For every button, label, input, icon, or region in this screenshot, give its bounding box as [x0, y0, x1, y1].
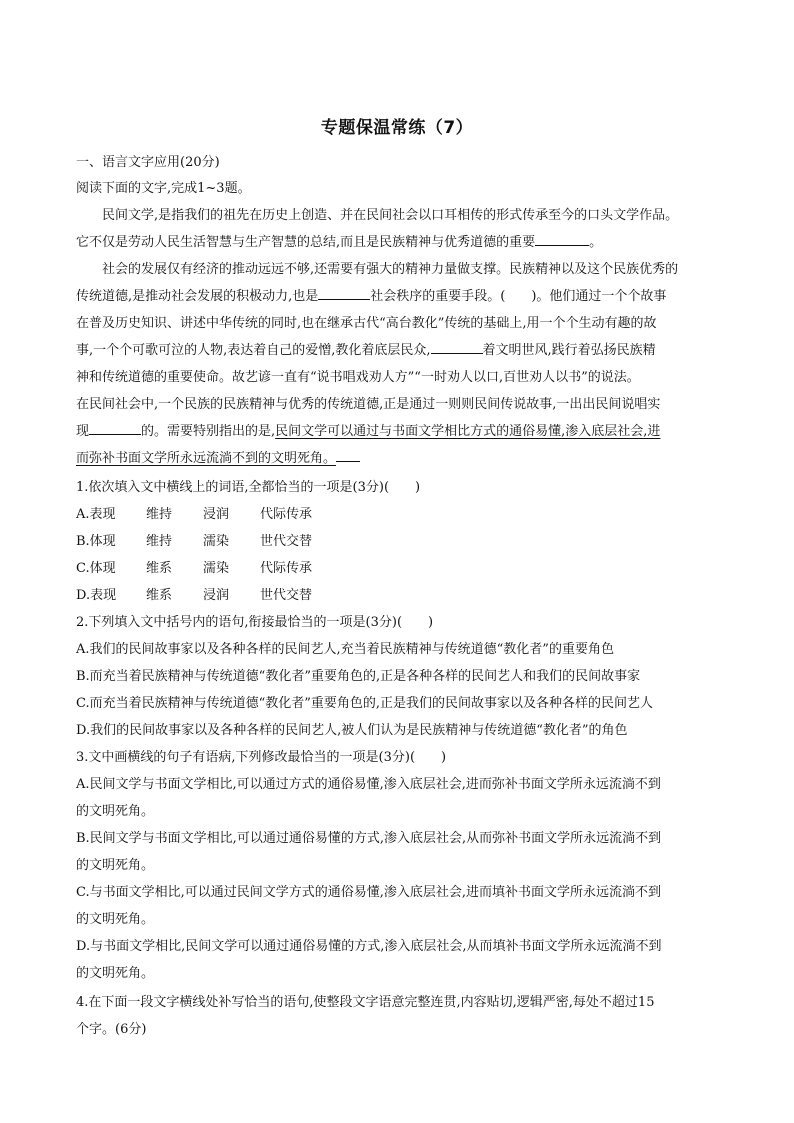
passage-line: 神和传统道德的重要使命。故艺谚一直有“说书唱戏劝人方”“一时劝人以口,百世劝人以书”的说法。: [76, 370, 640, 385]
fill-blank: [431, 343, 483, 354]
question-3-option: B.民间文学与书面文学相比,可以通过通俗易懂的方式,渗入底层社会,从而弥补书面文学所永远流淌不到: [76, 831, 662, 846]
passage-line: 它不仅是劳动人民生活智慧与生产智慧的总结,而且是民族精神与优秀道德的重要 。: [76, 235, 603, 250]
passage-line: 传统道德,是推动社会发展的积极动力,也是 社会秩序的重要手段。( )。他们通过一个个故事: [76, 289, 667, 304]
question-1-option: B.体现 维持 濡染 世代交替: [76, 534, 313, 549]
passage-line: 民间文学,是指我们的祖先在历史上创造、并在民间社会以口耳相传的形式传承至今的口头文学作品。: [102, 208, 679, 223]
question-1-stem: 1.依次填入文中横线上的词语,全都恰当的一项是(3分)( ): [76, 480, 421, 495]
passage-line: 社会的发展仅有经济的推动远远不够,还需要有强大的精神力量做支撑。民族精神以及这个民族优秀的: [102, 262, 679, 277]
passage-line: 在普及历史知识、讲述中华传统的同时,也在继承古代“高台教化”传统的基础上,用一个个生动有趣的故: [76, 316, 657, 331]
question-1-option: A.表现 维持 浸润 代际传承: [76, 507, 313, 522]
question-3-option: 的文明死角。: [76, 966, 155, 981]
question-3-option: D.与书面文学相比,民间文学可以通过通俗易懂的方式,渗入底层社会,从而填补书面文学所永远流淌不到: [76, 939, 662, 954]
fill-blank: [89, 424, 141, 435]
question-3-option: 的文明死角。: [76, 804, 155, 819]
question-3-stem: 3.文中画横线的句子有语病,下列修改最恰当的一项是(3分)( ): [76, 750, 447, 765]
question-1-option: C.体现 维系 濡染 代际传承: [76, 561, 313, 576]
question-2-option: D.我们的民间故事家以及各种各样的民间艺人,被人们认为是民族精神与传统道德“教化者”的角色: [76, 723, 628, 738]
page-title: 专题保温常练（7）: [320, 118, 474, 138]
underlined-sentence: 而弥补书面文学所永远流淌不到的文明死角。: [76, 451, 337, 466]
question-3-option: C.与书面文学相比,可以通过民间文学方式的通俗易懂,渗入底层社会,进而填补书面文学所永远流淌不到: [76, 885, 662, 900]
question-2-option: A.我们的民间故事家以及各种各样的民间艺人,充当着民族精神与传统道德“教化者”的重要角色: [76, 642, 614, 657]
passage-line: 事,一个个可歌可泣的人物,表达着自己的爱憎,教化着底层民众, 着文明世风,践行着弘扬民族精: [76, 343, 656, 358]
underlined-sentence: 民间文学可以通过与书面文学相比方式的通俗易懂,渗入底层社会,进: [275, 424, 661, 439]
question-3-option: 的文明死角。: [76, 858, 155, 873]
question-2-option: B.而充当着民族精神与传统道德“教化者”重要角色的,正是各种各样的民间艺人和我们的民间故事家: [76, 669, 641, 684]
fill-blank: [535, 235, 589, 246]
question-1-option: D.表现 维系 浸润 世代交替: [76, 588, 313, 603]
passage-line: 在民间社会中,一个民族的民族精神与优秀的传统道德,正是通过一则则民间传说故事,一出出民间说唱实: [76, 397, 661, 412]
question-3-option: 的文明死角。: [76, 912, 155, 927]
question-3-option: A.民间文学与书面文学相比,可以通过方式的通俗易懂,渗入底层社会,进而弥补书面文学所永远流淌不到: [76, 777, 661, 792]
passage-line: [76, 449, 360, 469]
question-4-stem: 4.在下面一段文字横线处补写恰当的语句,使整段文字语意完整连贯,内容贴切,逻辑严密,每处不超过15: [76, 995, 655, 1010]
reading-instruction: 阅读下面的文字,完成1~3题。: [76, 181, 251, 196]
question-2-stem: 2.下列填入文中括号内的语句,衔接最恰当的一项是(3分)( ): [76, 615, 434, 630]
section-heading: 一、语言文字应用(20分): [76, 155, 220, 170]
question-4-stem: 个字。(6分): [76, 1022, 147, 1037]
passage-line: 现 的。需要特别指出的是,民间文学可以通过与书面文学相比方式的通俗易懂,渗入底层社会,进: [76, 424, 661, 439]
question-2-option: C.而充当着民族精神与传统道德“教化者”重要角色的,正是我们的民间故事家以及各种各样的民间艺人: [76, 696, 654, 711]
fill-blank: [318, 289, 370, 300]
fill-blank: [336, 451, 360, 462]
